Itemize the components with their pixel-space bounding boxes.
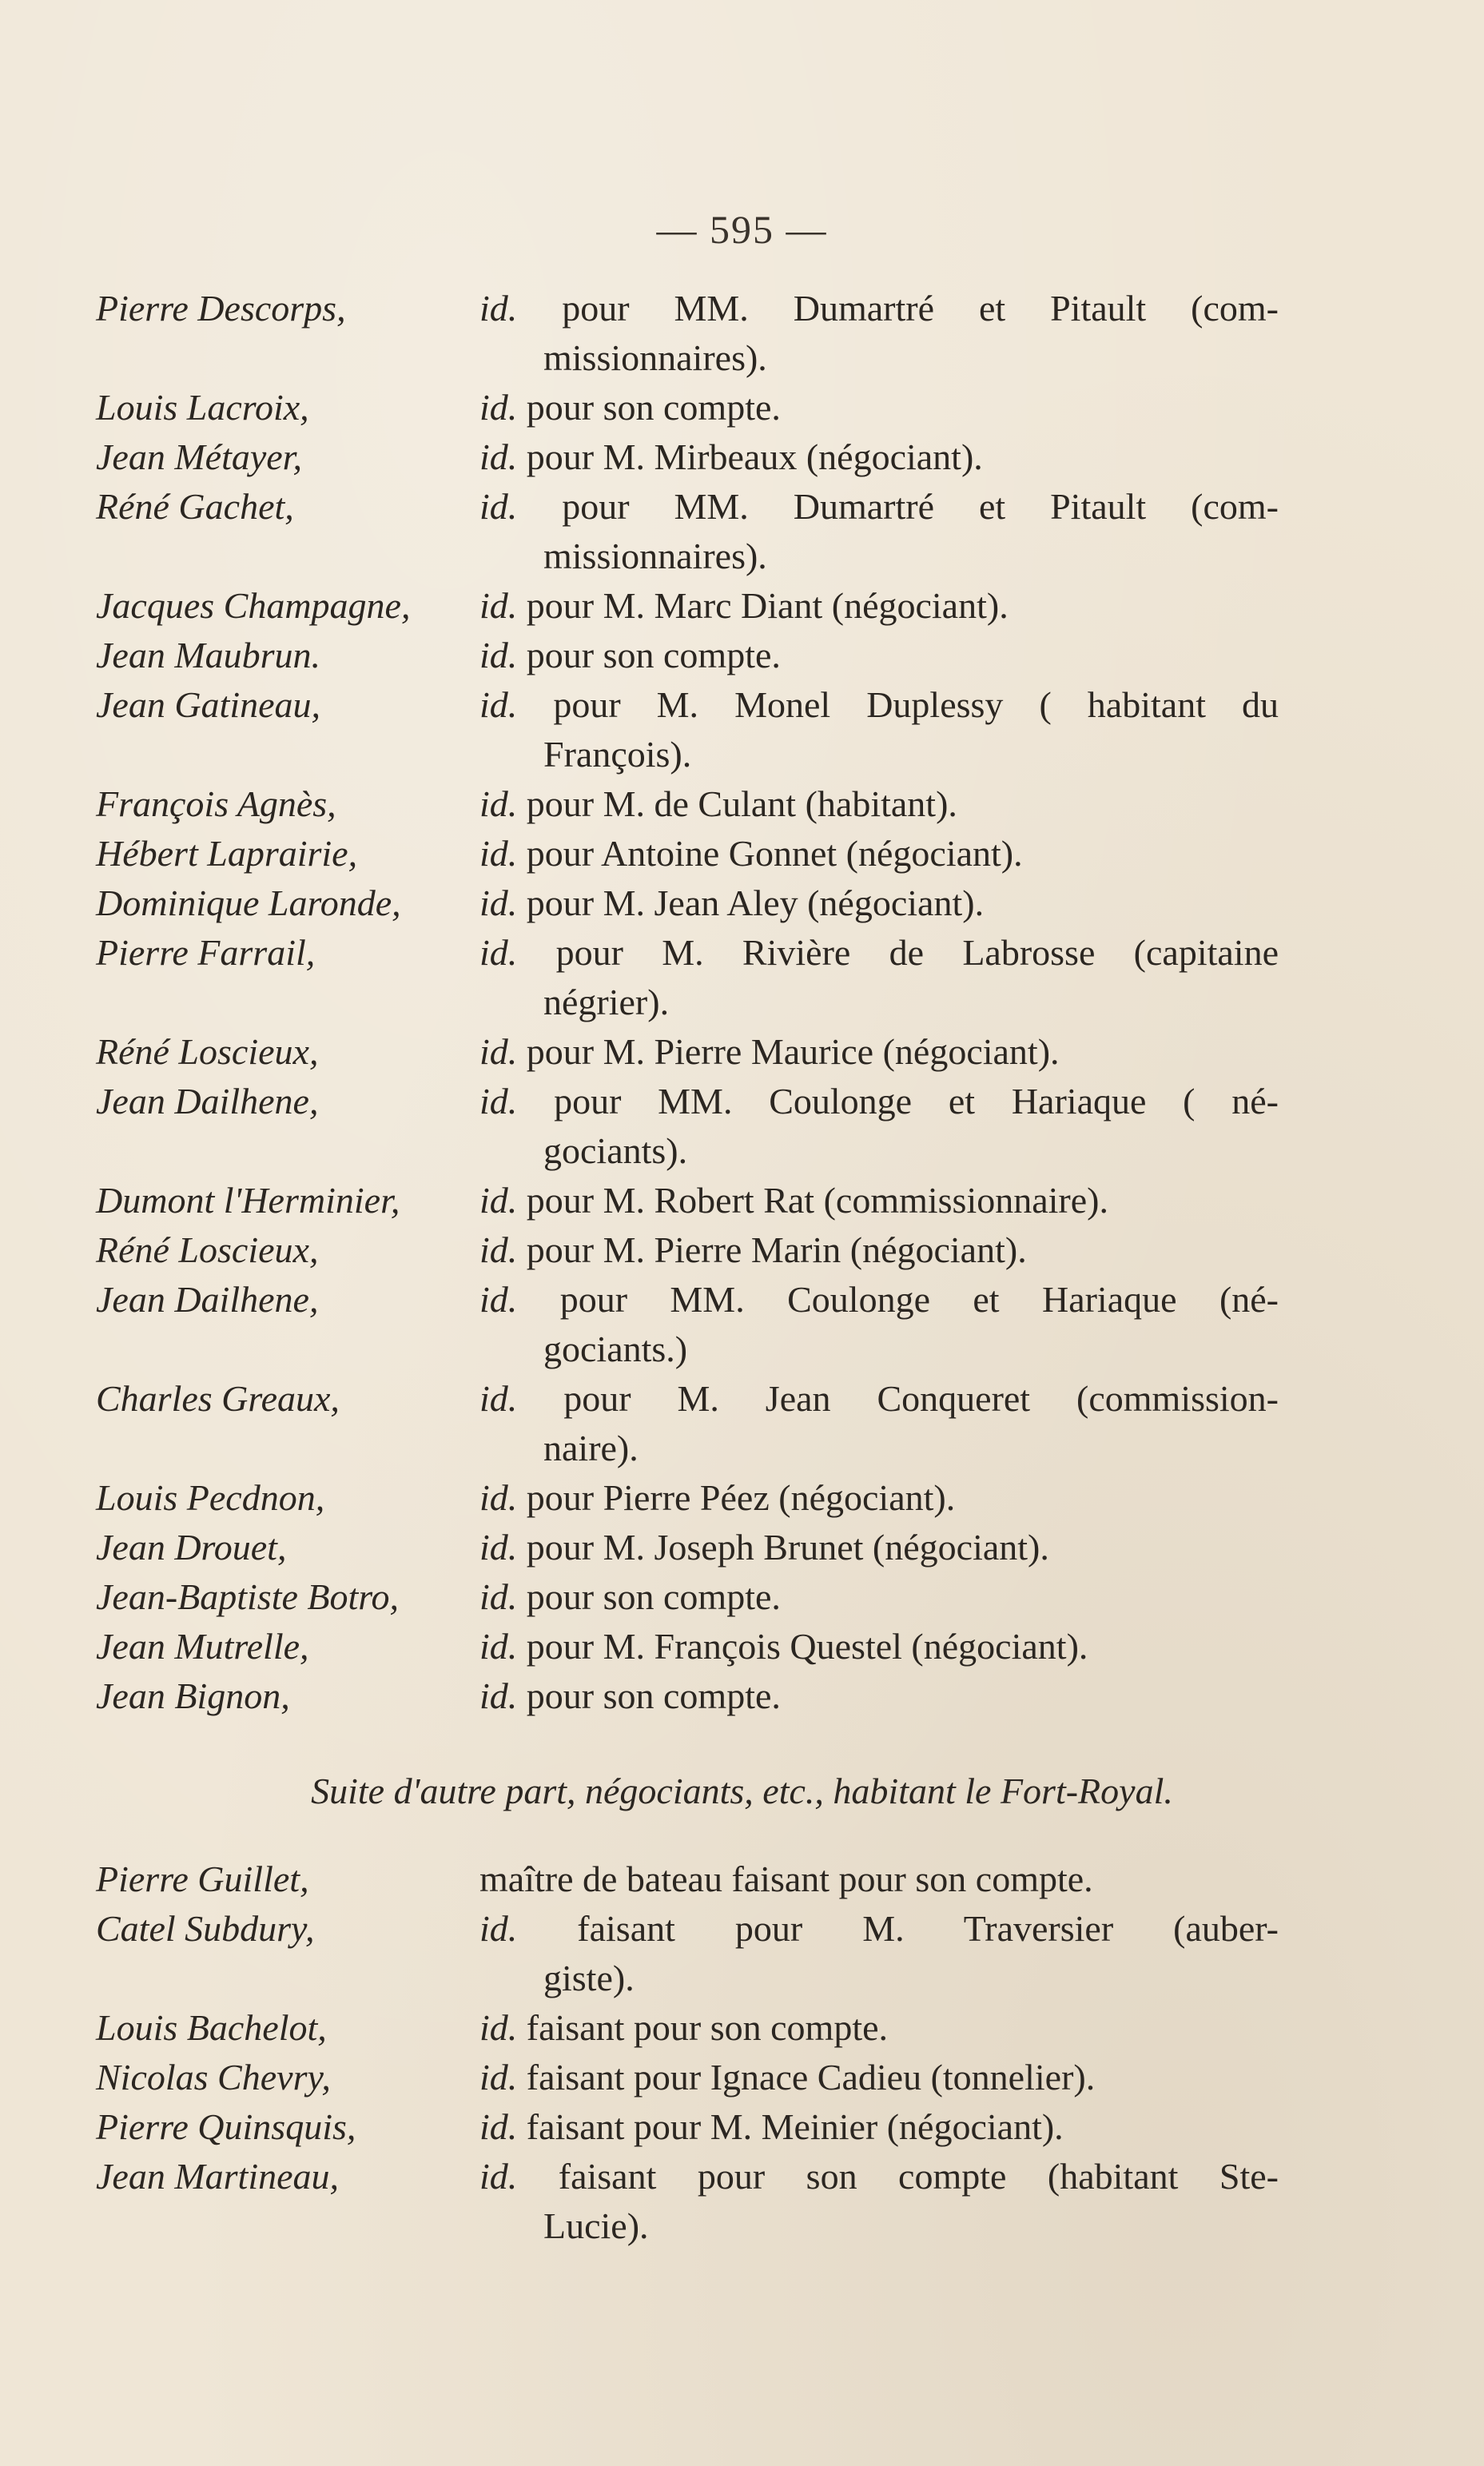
entry-description-line <box>479 928 1279 978</box>
list-item <box>96 383 1279 432</box>
entry-text: missionnaires). <box>543 536 767 576</box>
entry-description-continuation <box>479 2201 1279 2251</box>
entry-id-abbrev: id. <box>479 1626 518 1667</box>
entry-description-line <box>479 383 1279 432</box>
entry-text: pour M. Mirbeaux (négociant). <box>526 436 983 477</box>
entry-text: pour M. Monel Duplessy ( habitant du <box>553 684 1279 725</box>
list-item <box>96 2102 1279 2152</box>
entry-name: Pierre Farrail, <box>96 932 316 973</box>
entry-description <box>479 482 1279 581</box>
entry-description-line <box>479 1176 1279 1225</box>
entry-id-abbrev: id. <box>479 882 518 923</box>
entry-description <box>479 1077 1279 1176</box>
entry-description-line <box>479 482 1279 532</box>
entry-id-abbrev: id. <box>479 783 518 824</box>
list-item <box>96 631 1279 680</box>
entries-bottom-list <box>96 1854 1279 2251</box>
entry-description-line <box>479 1275 1279 1325</box>
entry-text: pour MM. Coulonge et Hariaque (né- <box>559 1279 1279 1320</box>
entry-description-continuation <box>479 1954 1279 2003</box>
list-item <box>96 1176 1279 1225</box>
entry-description <box>479 2102 1279 2152</box>
entry-id-abbrev: id. <box>479 2057 518 2097</box>
entry-description-continuation <box>479 730 1279 779</box>
entry-description <box>479 1622 1279 1671</box>
entry-text: pour son compte. <box>526 1675 781 1716</box>
entry-id-abbrev: id. <box>479 585 518 626</box>
entry-text: pour MM. Coulonge et Hariaque ( né- <box>554 1081 1279 1121</box>
entry-id-abbrev: id. <box>479 635 518 675</box>
entry-description-line <box>479 2152 1279 2201</box>
entry-name: Jean Drouet, <box>96 1527 287 1568</box>
entry-description <box>479 631 1279 680</box>
entry-description-line <box>479 2003 1279 2053</box>
entry-text: pour son compte. <box>526 387 781 428</box>
entry-text: François). <box>543 734 692 775</box>
entry-text: pour M. François Questel (négociant). <box>526 1626 1088 1667</box>
entry-id-abbrev: id. <box>479 1031 518 1072</box>
entry-name: Réné Gachet, <box>96 486 294 527</box>
entry-description <box>479 284 1279 383</box>
entry-name: Jean Maubrun. <box>96 635 321 675</box>
list-item <box>96 482 1279 581</box>
entry-description-line <box>479 878 1279 928</box>
entry-text: gociants.) <box>543 1329 688 1369</box>
entry-description-line <box>479 631 1279 680</box>
entry-description <box>479 2003 1279 2053</box>
entry-description-continuation <box>479 1325 1279 1374</box>
entry-description-line <box>479 1572 1279 1622</box>
entry-description-line <box>479 1473 1279 1523</box>
entry-name: Louis Lacroix, <box>96 387 309 428</box>
entry-text: pour Pierre Péez (négociant). <box>526 1477 956 1518</box>
entry-name: Charles Greaux, <box>96 1378 340 1419</box>
entry-description <box>479 383 1279 432</box>
entry-text: faisant pour Ignace Cadieu (tonnelier). <box>526 2057 1096 2097</box>
entry-id-abbrev: id. <box>479 1180 518 1221</box>
entry-text: pour son compte. <box>526 635 781 675</box>
entry-description-continuation <box>479 978 1279 1027</box>
entry-text: giste). <box>543 1958 635 1998</box>
entry-text: faisant pour son compte (habitant Ste- <box>558 2156 1279 2197</box>
entry-description-line <box>479 2053 1279 2102</box>
entry-id-abbrev: id. <box>479 2007 518 2048</box>
entry-name: Dumont l'Herminier, <box>96 1180 400 1221</box>
entry-id-abbrev: id. <box>479 932 518 973</box>
entry-name: Nicolas Chevry, <box>96 2057 331 2097</box>
entry-name: Réné Loscieux, <box>96 1229 319 1270</box>
entry-name: Louis Pecdnon, <box>96 1477 325 1518</box>
entry-description-line <box>479 1854 1279 1904</box>
list-item <box>96 878 1279 928</box>
entry-name: Catel Subdury, <box>96 1908 315 1949</box>
entry-description-line <box>479 1225 1279 1275</box>
entry-text: Lucie). <box>543 2205 649 2246</box>
entry-id-abbrev: id. <box>479 833 518 874</box>
list-item <box>96 1225 1279 1275</box>
entry-name: Jean Gatineau, <box>96 684 321 725</box>
entry-name: François Agnès, <box>96 783 336 824</box>
list-item <box>96 1572 1279 1622</box>
entry-description-line <box>479 1523 1279 1572</box>
entry-text: pour M. Pierre Marin (négociant). <box>526 1229 1027 1270</box>
entry-name: Pierre Quinsquis, <box>96 2106 356 2147</box>
entry-name: Jean Métayer, <box>96 436 302 477</box>
entry-description <box>479 1176 1279 1225</box>
entry-description <box>479 1904 1279 2003</box>
entry-id-abbrev: id. <box>479 1081 518 1121</box>
entry-text: naire). <box>543 1428 639 1468</box>
entry-description <box>479 2053 1279 2102</box>
entry-description <box>479 581 1279 631</box>
list-item <box>96 1275 1279 1374</box>
entry-name: Pierre Descorps, <box>96 288 346 329</box>
list-item <box>96 779 1279 829</box>
entry-description <box>479 1572 1279 1622</box>
entry-text: pour MM. Dumartré et Pitault (com- <box>562 486 1279 527</box>
entry-description <box>479 829 1279 878</box>
entry-description-line <box>479 1077 1279 1126</box>
entry-id-abbrev: id. <box>479 486 518 527</box>
entry-description-line <box>479 284 1279 333</box>
entry-description <box>479 878 1279 928</box>
entry-name: Jean Martineau, <box>96 2156 340 2197</box>
entry-description-line <box>479 2102 1279 2152</box>
list-item <box>96 1473 1279 1523</box>
entry-name: Louis Bachelot, <box>96 2007 327 2048</box>
list-item <box>96 1523 1279 1572</box>
entry-name: Jean Dailhene, <box>96 1279 319 1320</box>
entry-name: Jacques Champagne, <box>96 585 411 626</box>
list-item <box>96 1027 1279 1077</box>
list-item <box>96 1904 1279 2003</box>
entry-text: négrier). <box>543 982 670 1022</box>
entry-text: pour M. Jean Conqueret (commission- <box>563 1378 1279 1419</box>
entry-text: faisant pour M. Traversier (auber- <box>577 1908 1279 1949</box>
entry-text: pour M. Jean Aley (négociant). <box>526 882 985 923</box>
entry-description <box>479 1523 1279 1572</box>
entry-id-abbrev: id. <box>479 1378 518 1419</box>
entry-text: maître de bateau faisant pour son compte. <box>479 1858 1093 1899</box>
entry-name: Jean Dailhene, <box>96 1081 319 1121</box>
entry-description-line <box>479 1622 1279 1671</box>
page-number: — 595 — <box>656 207 828 252</box>
entry-description-line <box>479 680 1279 730</box>
entry-description <box>479 1671 1279 1721</box>
entry-id-abbrev: id. <box>479 684 518 725</box>
entry-description-line <box>479 779 1279 829</box>
entry-text: pour M. Marc Diant (négociant). <box>526 585 1009 626</box>
entry-description <box>479 928 1279 1027</box>
entry-id-abbrev: id. <box>479 288 518 329</box>
entry-name: Réné Loscieux, <box>96 1031 319 1072</box>
entry-description-line <box>479 829 1279 878</box>
entry-text: pour son compte. <box>526 1576 781 1617</box>
entry-description <box>479 1275 1279 1374</box>
section-heading: Suite d'autre part, négociants, etc., habitant le Fort-Royal. <box>311 1771 1173 1811</box>
entry-id-abbrev: id. <box>479 1675 518 1716</box>
entry-text: pour M. Rivière de Labrosse (capitaine <box>555 932 1279 973</box>
entry-description <box>479 779 1279 829</box>
entry-description-continuation <box>479 1424 1279 1473</box>
entry-description <box>479 1374 1279 1473</box>
entry-text: pour M. de Culant (habitant). <box>526 783 957 824</box>
list-item <box>96 680 1279 779</box>
entry-description <box>479 432 1279 482</box>
entry-id-abbrev: id. <box>479 1576 518 1617</box>
entry-id-abbrev: id. <box>479 1908 518 1949</box>
list-item <box>96 1374 1279 1473</box>
entry-id-abbrev: id. <box>479 2106 518 2147</box>
entry-name: Dominique Laronde, <box>96 882 401 923</box>
entries-top-list <box>96 284 1279 1721</box>
entry-description <box>479 1854 1279 1904</box>
entry-description <box>479 1225 1279 1275</box>
entry-description <box>479 680 1279 779</box>
list-item <box>96 1854 1279 1904</box>
entry-text: faisant pour son compte. <box>526 2007 889 2048</box>
list-item <box>96 2003 1279 2053</box>
list-item <box>96 928 1279 1027</box>
entry-name: Jean Mutrelle, <box>96 1626 309 1667</box>
entry-description-line <box>479 1671 1279 1721</box>
entry-id-abbrev: id. <box>479 387 518 428</box>
entry-description <box>479 1027 1279 1077</box>
entry-description-line <box>479 581 1279 631</box>
list-item <box>96 2053 1279 2102</box>
entry-description <box>479 2152 1279 2251</box>
entry-text: pour M. Robert Rat (commissionnaire). <box>526 1180 1108 1221</box>
entry-description-continuation <box>479 532 1279 581</box>
list-item <box>96 1622 1279 1671</box>
entry-text: pour Antoine Gonnet (négociant). <box>526 833 1023 874</box>
entry-text: pour MM. Dumartré et Pitault (com- <box>562 288 1279 329</box>
entry-text: missionnaires). <box>543 337 767 378</box>
entry-description-continuation <box>479 333 1279 383</box>
list-item <box>96 284 1279 383</box>
list-item <box>96 1671 1279 1721</box>
entry-id-abbrev: id. <box>479 1279 518 1320</box>
entry-description-line <box>479 432 1279 482</box>
list-item <box>96 829 1279 878</box>
entry-text: faisant pour M. Meinier (négociant). <box>526 2106 1064 2147</box>
entry-name: Pierre Guillet, <box>96 1858 309 1899</box>
entry-id-abbrev: id. <box>479 1527 518 1568</box>
entry-name: Hébert Laprairie, <box>96 833 358 874</box>
list-item <box>96 1077 1279 1176</box>
list-item <box>96 432 1279 482</box>
entry-text: gociants). <box>543 1130 688 1171</box>
entry-name: Jean Bignon, <box>96 1675 290 1716</box>
list-item <box>96 2152 1279 2251</box>
entry-name: Jean-Baptiste Botro, <box>96 1576 399 1617</box>
entry-text: pour M. Joseph Brunet (négociant). <box>526 1527 1049 1568</box>
entry-description-line <box>479 1904 1279 1954</box>
entry-text: pour M. Pierre Maurice (négociant). <box>526 1031 1060 1072</box>
entry-id-abbrev: id. <box>479 2156 518 2197</box>
entry-description-continuation <box>479 1126 1279 1176</box>
list-item <box>96 581 1279 631</box>
entry-description-line <box>479 1374 1279 1424</box>
entry-description <box>479 1473 1279 1523</box>
entry-id-abbrev: id. <box>479 1477 518 1518</box>
entry-id-abbrev: id. <box>479 1229 518 1270</box>
entry-description-line <box>479 1027 1279 1077</box>
entry-id-abbrev: id. <box>479 436 518 477</box>
